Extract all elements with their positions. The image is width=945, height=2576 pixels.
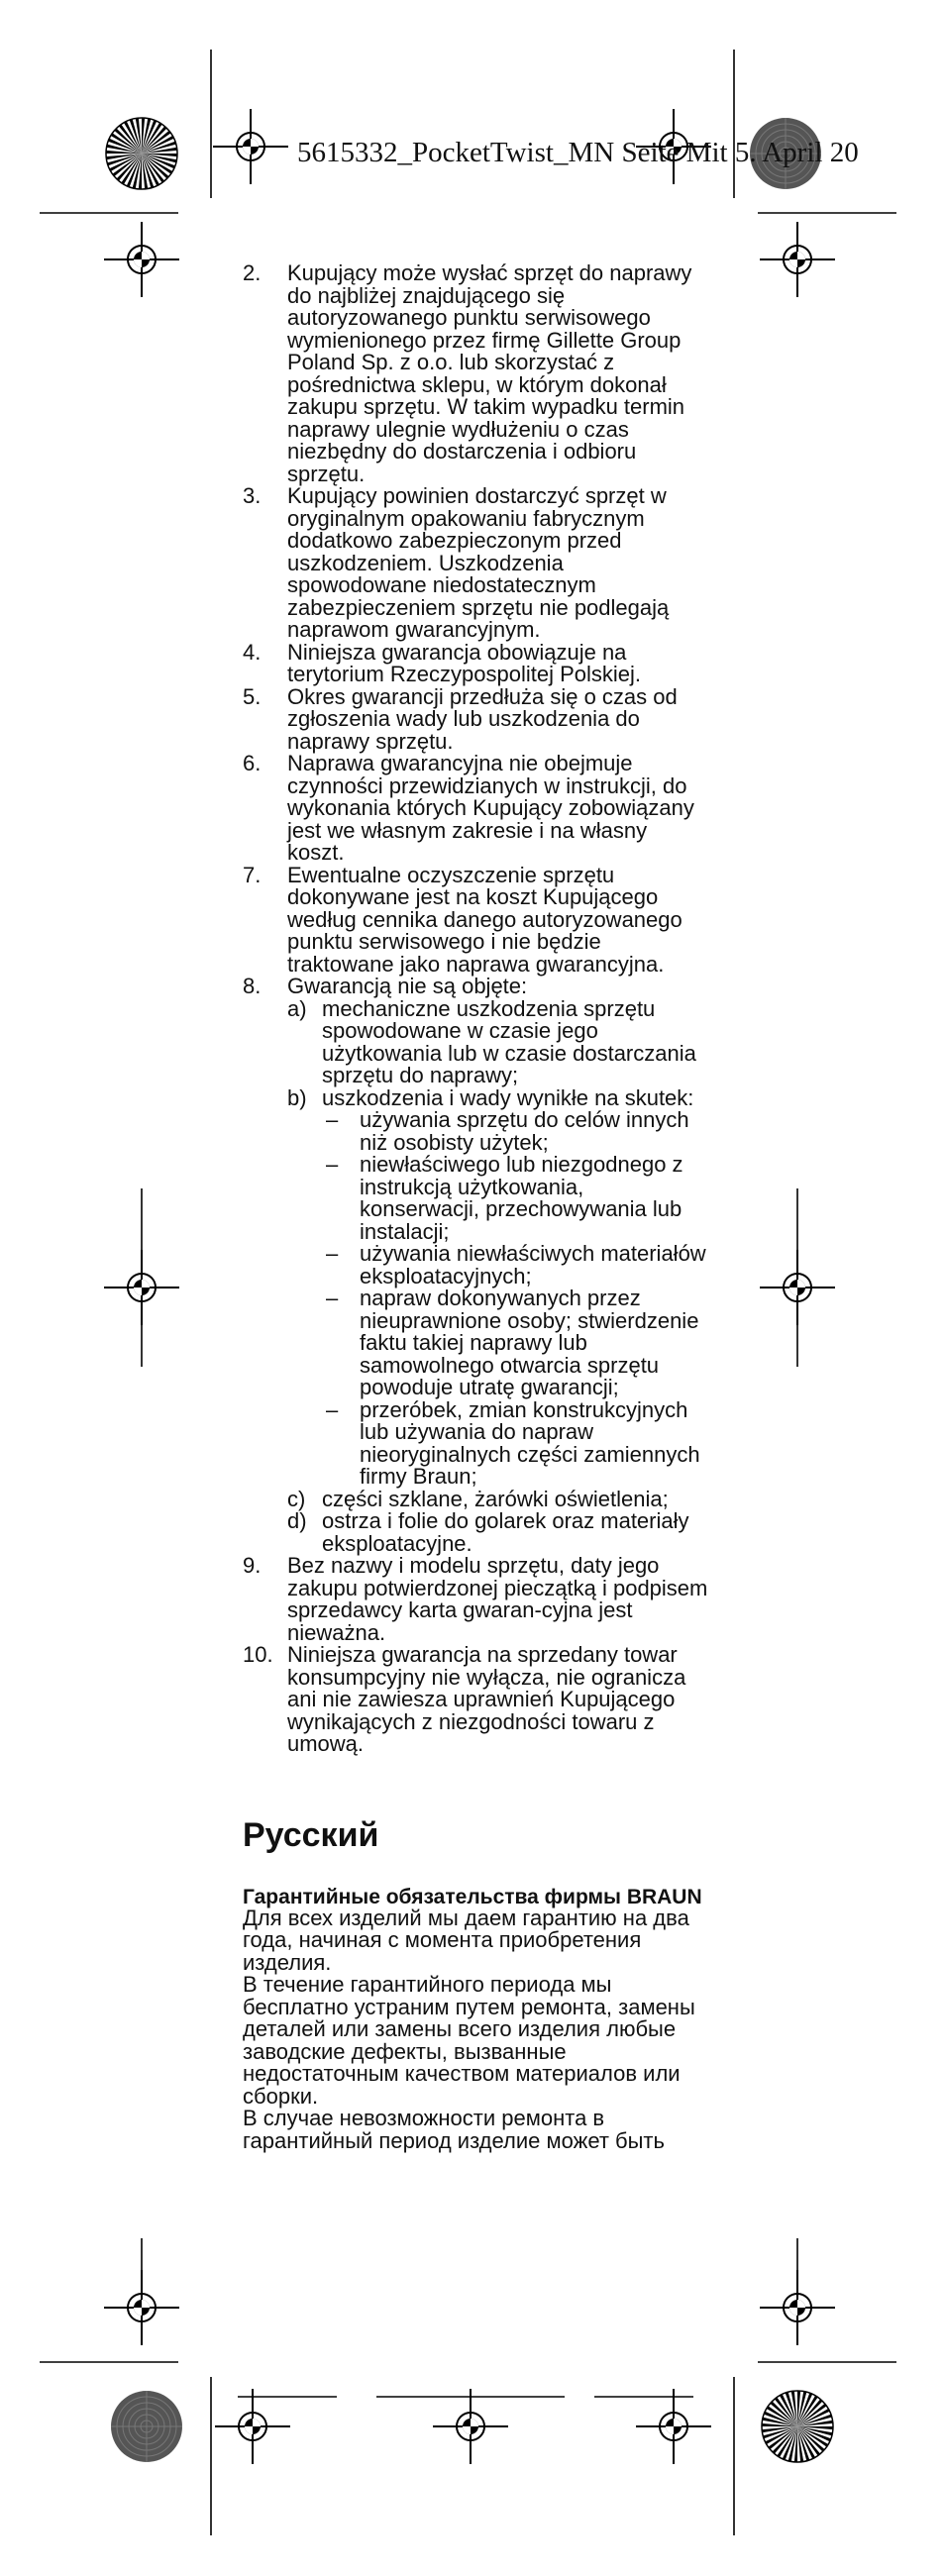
list-item: 10. Niniejsza gwarancja na sprzedany towar konsumpcyjny nie wyłącza, nie ogranicza ani nie zawiesza uprawnień Kupującego wynikających z niezgodności towaru z umową. bbox=[243, 1642, 686, 1756]
sub-item: b) uszkodzenia i wady wynikłe na skutek: – używania sprzętu do celów innych niż osobisty użytek; – niewłaściwego lub niezgodnego z instrukcją użytkowania, konserwacji, przechowywania lub instalacji; – używania niewłaściwych materiałów eksploatacyjnych; – napraw dokonywanych przez nieuprawnione osoby; stwierdzenie faktu takiej naprawy lub samowolnego otwarcia sprzętu powoduje utratę gwarancji; – przeróbek, zmian konstrukcyjnych lub używania do napraw nieoryginalnych części zamiennych firmy Braun; bbox=[287, 1087, 708, 1489]
starburst-registration-icon bbox=[106, 118, 177, 189]
dash-item: – przeróbek, zmian konstrukcyjnych lub używania do napraw nieoryginalnych części zamiennych firmy Braun; bbox=[326, 1396, 700, 1489]
list-item: 2. Kupujący może wysłać sprzęt do naprawy do najbliżej znajdującego się autoryzowanego punktu serwisowego wymienionego przez firmę Gillette Group Poland Sp. z o.o. lub skorzystać z pośrednictwa sklepu, w którym dokonał zakupu sprzętu. W takim wypadku termin naprawy ulegnie wydłużeniu o czas niezbędny do dostarczenia i odbioru sprzętu. bbox=[243, 260, 692, 486]
list-item: 3. Kupujący powinien dostarczyć sprzęt w oryginalnym opakowaniu fabrycznym dodatkowo zabezpieczonym przed uszkodzeniem. Uszkodzenia spowodowane niedostatecznym zabezpieczeniem sprzętu nie podlegają naprawom gwarancyjnym. bbox=[243, 483, 670, 642]
paragraph: В случае невозможности ремонта в гарантийный период изделие может быть bbox=[243, 2106, 665, 2153]
warranty-subheading: Гарантийные обязательства фирмы BRAUN bbox=[243, 1885, 702, 1908]
dash-item: – niewłaściwego lub niezgodnego z instrukcją użytkowania, konserwacji, przechowywania lub instalacji; bbox=[326, 1152, 683, 1244]
sub-item: d) ostrza i folie do golarek oraz materiały eksploatacyjne. bbox=[287, 1508, 689, 1556]
list-item: 7. Ewentualne oczyszczenie sprzętu dokonywane jest na koszt Kupującego według cennika danego autoryzowanego punktu serwisowego i nie będzie traktowane jako naprawa gwarancyjna. bbox=[243, 862, 682, 977]
paragraph: В течение гарантийного периода мы бесплатно устраним путем ремонта, замены деталей или замены всего изделия любые заводские дефекты, вызванные недостаточным качеством материалов или сборки. bbox=[243, 1972, 695, 2109]
list-item: 9. Bez nazwy i modelu sprzętu, daty jego zakupu potwierdzonej pieczątką i podpisem sprzedawcy karta gwaran-cyjna jest nieważna. bbox=[243, 1553, 708, 1645]
sub-item: c) części szklane, żarówki oświetlenia; bbox=[287, 1486, 669, 1511]
list-item: 5. Okres gwarancji przedłuża się o czas od zgłoszenia wady lub uszkodzenia do naprawy sprzętu. bbox=[243, 683, 678, 754]
polish-warranty-list bbox=[243, 262, 708, 1756]
list-item: 8. Gwarancją nie są objęte: a) mechaniczne uszkodzenia sprzętu spowodowane w czasie jego użytkowania lub w czasie dostarczania sprzętu do naprawy; b) uszkodzenia i wady wynikłe na skutek: – używania sprzętu do celów innych niż osobisty użytek; – niewłaściwego lub niezgodnego z instrukcją użytkowania, konserwacji, przechowywania lub instalacji; – używania niewłaściwych materiałów eksploatacyjnych; – napraw dokonywanych przez nieuprawnione osoby; stwierdzenie faktu takiej naprawy lub samowolnego otwarcia sprzętu powoduje utratę gwarancji; – przeróbek, zmian konstrukcyjnych lub używania do napraw nieoryginalnych części zamiennych firmy Braun; c) części szklane, żarówki oświetlenia; d) ostrza i folie do golarek oraz materiały eksploatacyjne. bbox=[243, 976, 708, 1555]
section-heading-russian: Русский bbox=[243, 1815, 379, 1854]
sub-item: a) mechaniczne uszkodzenia sprzętu spowodowane w czasie jego użytkowania lub w czasie dostarczania sprzętu do naprawy; bbox=[287, 995, 696, 1087]
dash-list bbox=[322, 1109, 708, 1489]
exclusions-list bbox=[287, 995, 708, 1556]
starburst-registration-icon bbox=[762, 2391, 833, 2462]
gray-registration-disc-icon bbox=[111, 2391, 182, 2462]
document-body bbox=[243, 262, 708, 2152]
dash-item: – używania niewłaściwych materiałów eksploatacyjnych; bbox=[326, 1241, 706, 1288]
dash-item: – napraw dokonywanych przez nieuprawnione osoby; stwierdzenie faktu takiej naprawy lub samowolnego otwarcia sprzętu powoduje utratę gwarancji; bbox=[326, 1286, 699, 1399]
print-slug-header: 5615332_PocketTwist_MN Seite Mit 5. April 20 bbox=[297, 137, 859, 168]
dash-item: – używania sprzętu do celów innych niż osobisty użytek; bbox=[326, 1107, 689, 1155]
list-item: 4. Niniejsza gwarancja obowiązuje na terytorium Rzeczypospolitej Polskiej. bbox=[243, 639, 642, 686]
paragraph: Для всех изделий мы даем гарантию на два года, начиная с момента приобретения изделия. bbox=[243, 1905, 689, 1975]
list-item: 6. Naprawa gwarancyjna nie obejmuje czynności przewidzianych w instrukcji, do wykonania których Kupujący zobowiązany jest we własnym zakresie i na własny koszt. bbox=[243, 751, 694, 865]
